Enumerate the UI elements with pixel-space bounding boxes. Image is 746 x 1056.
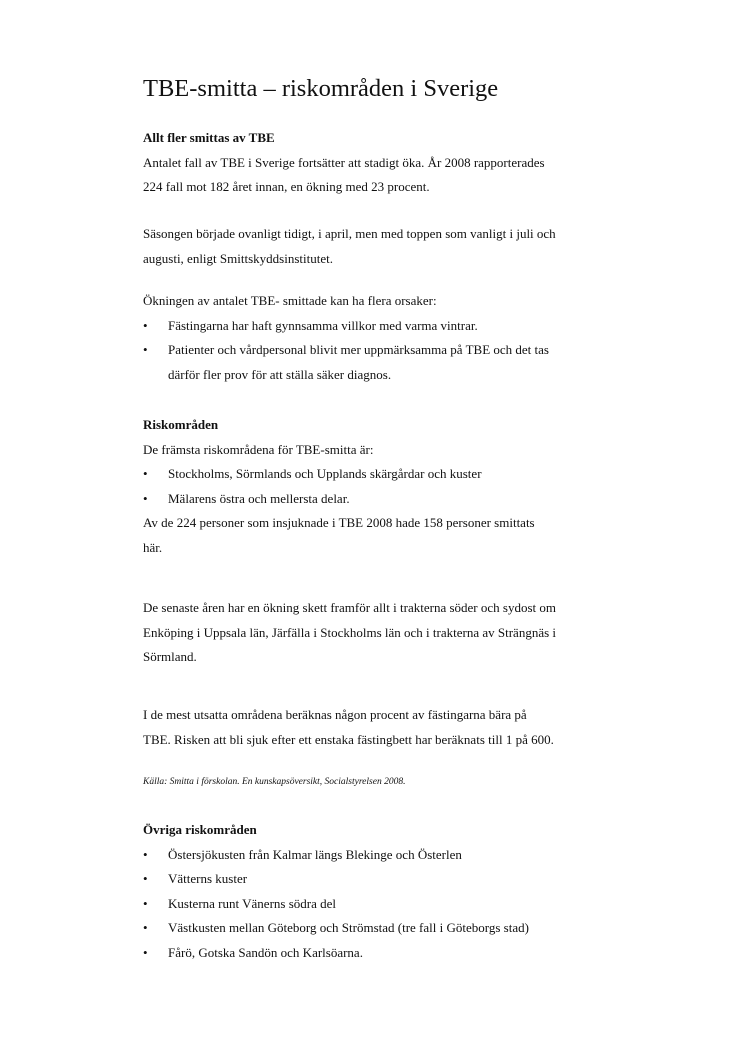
list-item-text: Vätterns kuster: [168, 871, 248, 886]
list-item: [143, 314, 663, 339]
bullet-icon: •: [143, 895, 148, 911]
list-item: [143, 487, 663, 512]
paragraph-line: 224 fall mot 182 året innan, en ökning med 23 procent.: [143, 179, 430, 194]
section-risk: [143, 413, 663, 560]
paragraph-line: augusti, enligt Smittskyddsinstitutet.: [143, 250, 333, 266]
paragraph-line: Sörmland.: [143, 649, 197, 664]
list-item-text: Stockholms, Sörmlands och Upplands skärgårdar och kuster: [168, 466, 482, 481]
list-intro: De främsta riskområdena för TBE-smitta är:: [143, 441, 374, 457]
paragraph-line: här.: [143, 539, 163, 555]
list-item: [143, 843, 663, 868]
paragraph-line: I de mest utsatta områdena beräknas någon procent av fästingarna bära på: [143, 707, 527, 722]
bullet-icon: •: [143, 920, 148, 935]
list-item-text: Mälarens östra och mellersta delar.: [168, 490, 350, 506]
bullet-icon: •: [143, 490, 148, 506]
list-item: [143, 941, 663, 966]
causes-list: [143, 314, 663, 388]
bullet-icon: •: [143, 342, 148, 357]
section-heading: Riskområden: [143, 417, 219, 432]
paragraph-line: TBE. Risken att bli sjuk efter ett enstaka fästingbett har beräknats till 1 på 600.: [143, 731, 554, 747]
list-item-text: Kusterna runt Vänerns södra del: [168, 895, 336, 911]
section-intro: [143, 126, 663, 200]
list-item-text: därför fler prov för att ställa säker diagnos.: [168, 366, 392, 382]
list-item: [143, 916, 663, 941]
page-title: TBE-smitta – riskområden i Sverige: [143, 75, 499, 102]
bullet-icon: •: [143, 466, 148, 481]
list-item-text: Västkusten mellan Göteborg och Strömstad (tre fall i Göteborgs stad): [168, 920, 529, 935]
bullet-icon: •: [143, 944, 148, 960]
paragraph-line: Av de 224 personer som insjuknade i TBE 2008 hade 158 personer smittats: [143, 515, 535, 530]
paragraph-line: Säsongen började ovanligt tidigt, i april, men med toppen som vanligt i juli och: [143, 226, 556, 241]
paragraph-line: De senaste åren har en ökning skett framför allt i trakterna söder och sydost om: [143, 600, 556, 615]
paragraph-recent: [143, 596, 663, 670]
list-item-text: Fästingarna har haft gynnsamma villkor med varma vintrar.: [168, 317, 478, 333]
section-heading: Övriga riskområden: [143, 822, 257, 837]
list-item: [143, 462, 663, 487]
source-citation: Källa: Smitta i förskolan. En kunskapsöversikt, Socialstyrelsen 2008.: [143, 777, 406, 787]
other-risk-list: [143, 843, 663, 966]
bullet-icon: •: [143, 871, 148, 886]
list-item-text: Östersjökusten från Kalmar längs Blekinge och Österlen: [168, 846, 462, 862]
paragraph-line: Antalet fall av TBE i Sverige fortsätter att stadigt öka. År 2008 rapporterades: [143, 154, 545, 170]
paragraph-exposed: [143, 703, 663, 752]
list-item: [143, 892, 663, 917]
bullet-icon: •: [143, 846, 148, 862]
section-heading: Allt fler smittas av TBE: [143, 130, 275, 145]
risk-list: [143, 462, 663, 511]
paragraph-line: Enköping i Uppsala län, Järfälla i Stockholms län och i trakterna av Strängnäs i: [143, 624, 557, 640]
paragraph-season: [143, 222, 663, 271]
list-item: [143, 867, 663, 892]
section-causes: [143, 289, 663, 387]
list-item-text: Patienter och vårdpersonal blivit mer uppmärksamma på TBE och det tas: [168, 342, 549, 357]
list-item: [143, 338, 663, 387]
list-item-text: Fårö, Gotska Sandön och Karlsöarna.: [168, 944, 363, 960]
list-intro: Ökningen av antalet TBE- smittade kan ha flera orsaker:: [143, 293, 437, 308]
section-other: [143, 818, 663, 965]
bullet-icon: •: [143, 317, 148, 333]
